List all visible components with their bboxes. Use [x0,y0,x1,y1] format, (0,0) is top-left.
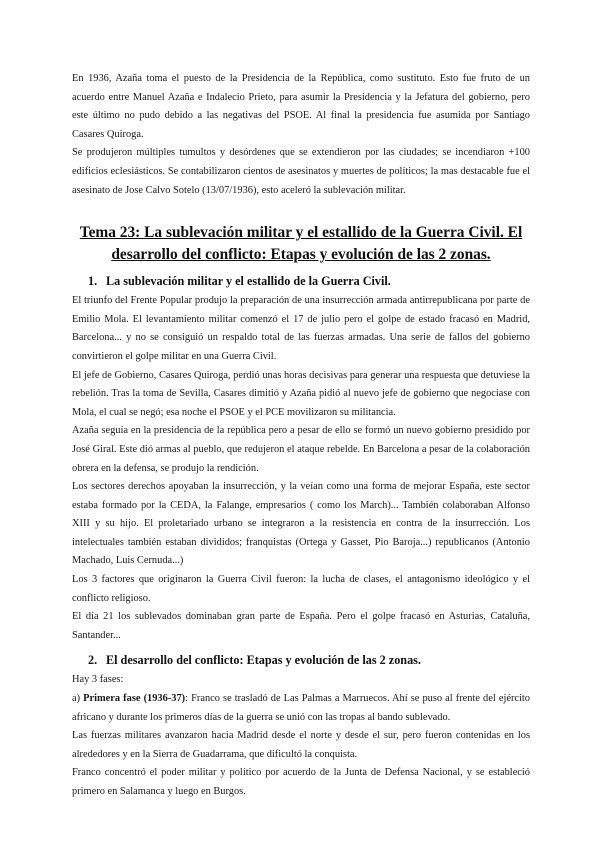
intro-paragraph-2: Se produjeron múltiples tumultos y desórdenes que se extendieron por las ciudades; se incendiaron +100 edificios eclesiásticos. Se contabilizaron cientos de asesinatos y muertes de políticos; la mas destacable fue el asesinato de Jose Calvo Sotelo (13/07/1936), esto aceleró la sublevación militar. [72,147,530,196]
section-1-paragraph: El jefe de Gobierno, Casares Quiroga, perdió unas horas decisivas para generar una respuesta que detuviese la rebelión. Tras la toma de Sevilla, Casares dimitió y Azaña pidió al nuevo jefe de gobierno que negociase con Mola, el cual se negó; esa noche el PSOE y el PCE movilizaron su militancia. [72,369,530,418]
phase-a-prefix: a) [72,693,84,705]
section-1-paragraph: El día 21 los sublevados dominaban gran parte de España. Pero el golpe fracasó en Asturias, Cataluña, Santander... [72,611,530,641]
franco-paragraph: Franco concentró el poder militar y político por acuerdo de la Junta de Defensa Nacional, y se estableció primero en Salamanca y luego en Burgos. [72,767,530,797]
phase-a-label: Primera fase [83,693,141,705]
section-1-number: 1. [88,274,98,289]
section-2-heading-text: El desarrollo del conflicto: Etapas y evolución de las 2 zonas. [106,653,421,668]
section-1-heading [72,272,530,290]
phase-a-years: (1936-37) [140,693,186,705]
section-1-paragraph: Azaña seguía en la presidencia de la república pero a pesar de ello se formó un nuevo gobierno presidido por José Giral. Este dió armas al pueblo, que redujeron el ataque rebelde. En Barcelona a pesar de la colaboración obrera en la defensa, se produjo la rendición. [72,425,530,474]
section-1-paragraph: Los sectores derechos apoyaban la insurrección, y la veían como una forma de mejorar España, este sector estaba formado por la CEDA, la Falange, empresarios ( como los March)... También colaboraban Alfonso XIII y su hijo. El proletariado urbano se integraron a la resistencia en contra de la insurrección. Los intelectuales también estaban divididos; franquistas (Ortega y Gasset, Pio Baroja...) republicanos (Antonio Machado, Luis Cernuda...) [72,481,530,567]
phase-a-paragraph [72,690,530,727]
section-1-paragraph: El triunfo del Frente Popular produjo la preparación de una insurrección armada antirrepublicana por parte de Emilio Mola. El levantamiento militar comenzó el 17 de julio pero el golpe de estado fracasó en Madrid, Barcelona... y no se consiguió un respaldo total de las fuerzas armadas. Una serie de fallos del gobierno convirtieron el golpe militar en una Guerra Civil. [72,295,530,362]
page-title: Tema 23: La sublevación militar y el estallido de la Guerra Civil. El desarrollo del conflicto: Etapas y evolución de las 2 zonas. [79,224,523,264]
document-page [72,70,530,802]
section-1-heading-text: La sublevación militar y el estallido de la Guerra Civil. [106,274,391,289]
forces-paragraph: Las fuerzas militares avanzaron hacia Madrid desde el norte y desde el sur, pero fueron contenidas en los alrededores y en la Sierra de Guadarrama, que dificultó la conquista. [72,730,530,760]
intro-paragraph-1: En 1936, Azaña toma el puesto de la Presidencia de la República, como sustituto. Esto fue fruto de un acuerdo entre Manuel Azaña e Indalecio Prieto, para asumir la Presidencia y la Jefatura del gobierno, pero este último no pudo debido a las negativas del PSOE. Al final la presidencia fue asumida por Santiago Casares Quiroga. [72,73,530,140]
section-2-heading [72,651,530,669]
section-1-paragraph: Los 3 factores que originaron la Guerra Civil fueron: la lucha de clases, el antagonismo ideológico y el conflicto religioso. [72,574,530,604]
section-2-number: 2. [88,653,98,668]
phase-a-text: : Franco se trasladó de Las Palmas a Marruecos. Ahí se puso al frente del ejército africano y durante los primeros días de la guerra se unió con las tropas al bando sublevado. [72,693,530,723]
section-2-intro: Hay 3 fases: [72,674,124,686]
